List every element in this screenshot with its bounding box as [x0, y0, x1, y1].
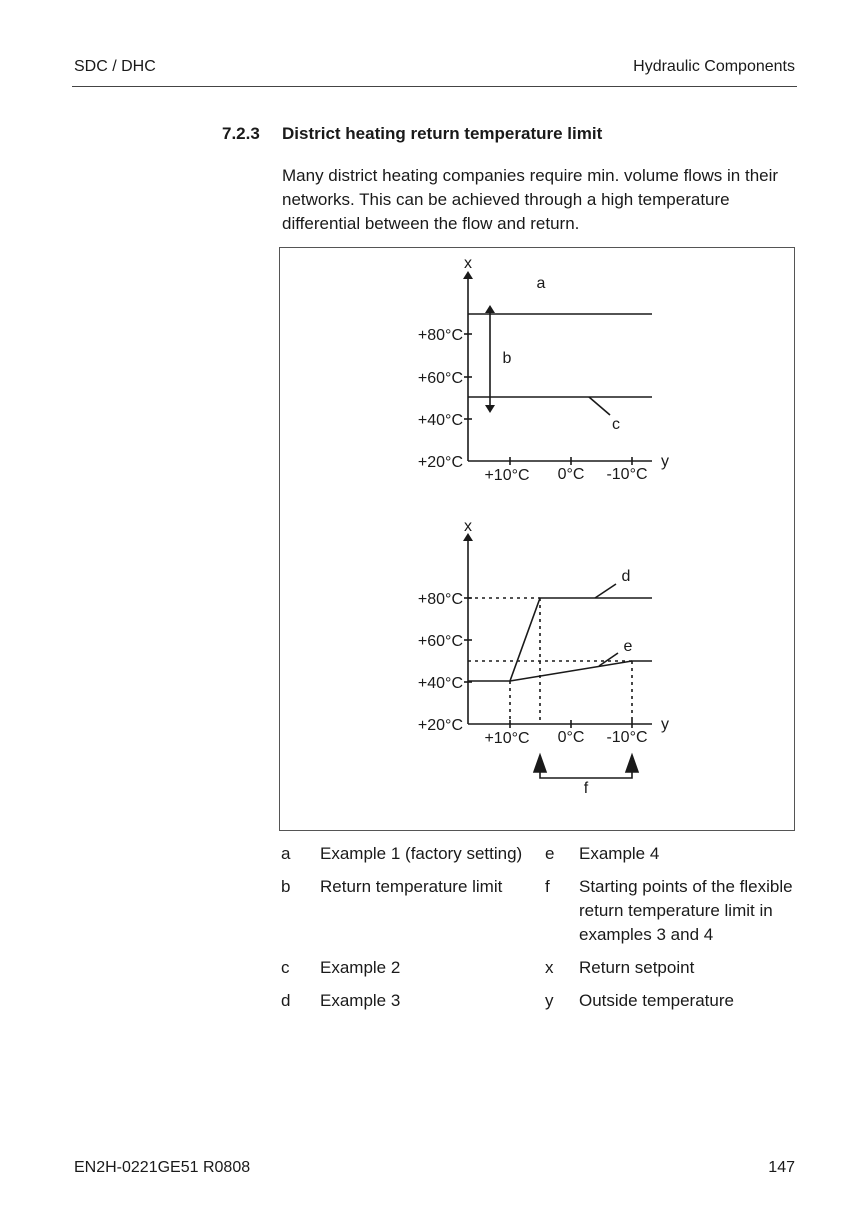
bottom-tick-60: +60°C	[417, 633, 463, 650]
top-tick-20: +20°C	[417, 454, 463, 471]
page-header-right: Hydraulic Components	[633, 58, 795, 75]
top-labels	[418, 255, 669, 484]
top-tick-minus10: -10°C	[606, 466, 648, 483]
bottom-tick-20: +20°C	[417, 717, 463, 734]
bottom-x-axis-name: x	[464, 518, 472, 535]
top-tick-plus10: +10°C	[484, 467, 530, 484]
top-y-axis-name: y	[661, 453, 669, 470]
callout-c: c	[612, 416, 620, 433]
callout-c-leader	[589, 397, 610, 415]
diagram-top	[464, 275, 652, 465]
starting-points-marker	[534, 755, 638, 778]
page-header-left: SDC / DHC	[74, 58, 156, 75]
footer-document-code: EN2H-0221GE51 R0808	[74, 1159, 251, 1176]
callout-b: b	[502, 350, 512, 367]
bottom-tick-0: 0°C	[557, 729, 585, 746]
callout-e: e	[623, 638, 633, 655]
bottom-tick-40: +40°C	[417, 675, 463, 692]
legend-key: f	[545, 877, 550, 896]
legend-text: Example 2	[320, 958, 401, 977]
callout-d: d	[621, 568, 631, 585]
legend-text: Return temperature limit	[320, 877, 503, 896]
bottom-tick-plus10: +10°C	[484, 730, 530, 747]
bottom-tick-minus10: -10°C	[606, 729, 648, 746]
legend-text: Example 1 (factory setting)	[320, 844, 523, 863]
legend-text: Example 3	[320, 991, 401, 1010]
section-number: 7.2.3	[222, 124, 260, 143]
figure-frame	[279, 247, 795, 831]
diagram-bottom	[464, 537, 652, 728]
top-tick-0: 0°C	[557, 466, 585, 483]
legend-key: x	[545, 958, 554, 977]
top-x-axis-name: x	[464, 255, 472, 272]
legend-key: a	[281, 844, 291, 863]
callout-a: a	[536, 275, 546, 292]
legend-text: Outside temperature	[579, 991, 734, 1010]
callout-d-leader	[595, 584, 616, 598]
legend-key: c	[281, 958, 290, 977]
intro-paragraph: Many district heating companies require min. volume flows in their networks. This can be achieved through a high temperature differential between the flow and return.	[282, 166, 779, 233]
bottom-tick-80: +80°C	[417, 591, 463, 608]
legend-text: Starting points of the flexible return temperature limit in examples 3 and 4	[579, 877, 793, 944]
top-tick-60: +60°C	[417, 370, 463, 387]
legend-key: d	[281, 991, 291, 1010]
callout-f: f	[583, 780, 589, 797]
legend-text: Example 4	[579, 844, 660, 863]
legend-text: Return setpoint	[579, 958, 695, 977]
top-tick-40: +40°C	[417, 412, 463, 429]
top-tick-80: +80°C	[417, 327, 463, 344]
legend-key: y	[545, 991, 554, 1010]
section-title: District heating return temperature limit	[282, 124, 603, 143]
header-rule	[72, 86, 797, 87]
example-4-line	[510, 661, 652, 681]
bottom-y-axis-name: y	[661, 716, 669, 733]
figure-diagram	[280, 248, 796, 832]
footer-page-number: 147	[768, 1159, 795, 1176]
legend-key: b	[281, 877, 291, 896]
legend-key: e	[545, 844, 555, 863]
